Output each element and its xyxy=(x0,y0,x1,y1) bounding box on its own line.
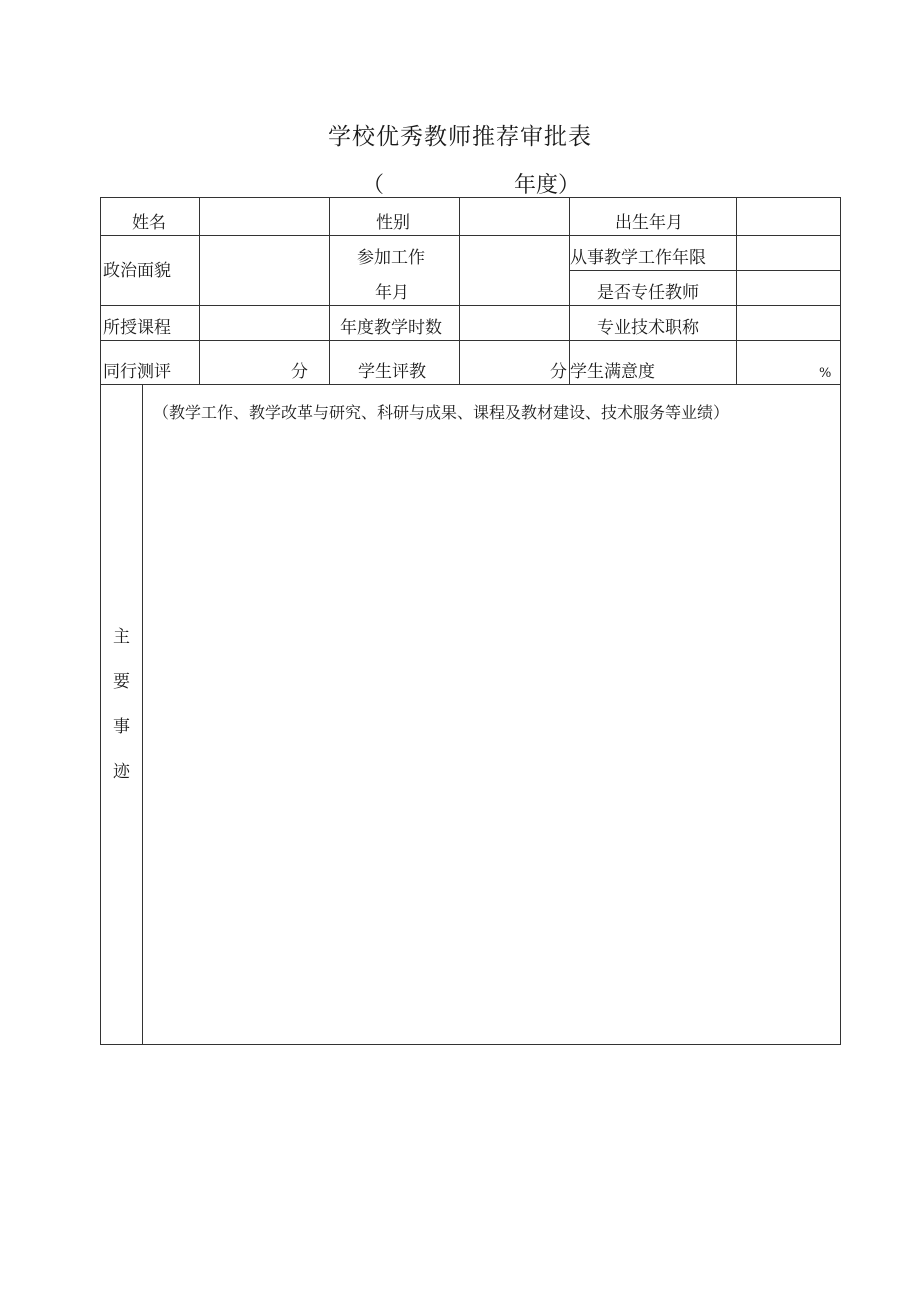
column-divider xyxy=(736,198,737,384)
political-status-label: 政治面貌 xyxy=(103,261,171,281)
teaching-years-label: 从事教学工作年限 xyxy=(570,248,706,268)
courses-taught-label: 所授课程 xyxy=(103,318,171,338)
year-label: 年度） xyxy=(514,173,581,198)
row-divider xyxy=(569,270,840,271)
column-divider xyxy=(142,384,143,1045)
column-divider xyxy=(569,198,570,384)
achievements-hint: （教学工作、教学改革与研究、科研与成果、课程及教材建设、技术服务等业绩） xyxy=(153,403,730,422)
row-divider xyxy=(101,384,840,385)
student-satisfaction-label: 学生满意度 xyxy=(570,362,655,382)
form-title: 学校优秀教师推荐审批表 xyxy=(328,124,592,150)
column-divider xyxy=(329,198,330,384)
recommendation-form-table xyxy=(100,197,841,1045)
fulltime-teacher-label: 是否专任教师 xyxy=(597,283,699,303)
year-paren-open: （ xyxy=(362,173,385,198)
row-divider xyxy=(101,235,840,236)
peer-review-label: 同行测评 xyxy=(103,362,171,382)
column-divider xyxy=(199,198,200,384)
gender-label: 性别 xyxy=(376,213,410,233)
name-label: 姓名 xyxy=(132,213,166,233)
professional-title-label: 专业技术职称 xyxy=(597,318,699,338)
student-evaluation-unit: 分 xyxy=(550,362,567,382)
column-divider xyxy=(459,198,460,384)
row-divider xyxy=(101,340,840,341)
join-work-label-line2: 年月 xyxy=(375,283,409,303)
row-divider xyxy=(101,305,840,306)
achievements-label-char: 迹 xyxy=(113,762,130,782)
peer-review-unit: 分 xyxy=(291,362,308,382)
birth-date-label: 出生年月 xyxy=(615,213,683,233)
satisfaction-percent-unit: % xyxy=(819,366,832,381)
achievements-label-char: 主 xyxy=(113,627,130,647)
annual-teaching-hours-label: 年度教学时数 xyxy=(340,318,442,338)
achievements-label-char: 要 xyxy=(113,672,130,692)
achievements-label-char: 事 xyxy=(113,717,130,737)
join-work-label-line1: 参加工作 xyxy=(357,248,425,268)
student-evaluation-label: 学生评教 xyxy=(358,362,426,382)
